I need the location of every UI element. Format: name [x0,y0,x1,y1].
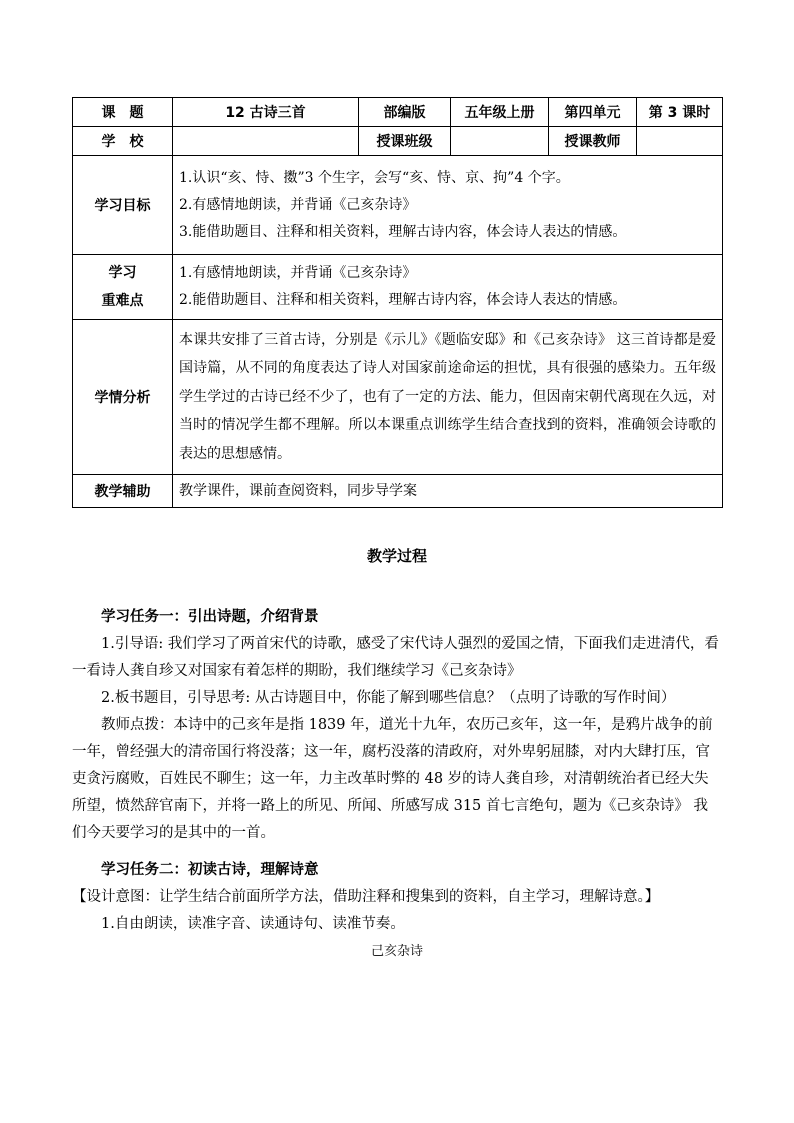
task2-design-intent: 【设计意图：让学生结合前面所学方法，借助注释和搜集到的资料，自主学习，理解诗意。】 [72,889,660,905]
key-points-label [73,255,173,320]
analysis-label: 学情分析 [73,320,173,475]
task2-paragraph-1: 1.自由朗读，读准字音、读通诗句、读准节奏。 [101,916,405,932]
table-row [73,475,723,508]
process-content [72,600,722,965]
aids-text: 教学课件，课前查阅资料，同步导学案 [173,475,723,508]
task2-title: 学习任务二：初读古诗，理解诗意 [101,862,319,878]
school-label: 学 校 [73,127,173,156]
process-title: 教学过程 [366,547,427,565]
grade: 五年级上册 [451,98,549,127]
key-point-item: 2.能借助题目、注释和相关资料，理解古诗内容，体会诗人表达的情感。 [179,292,627,308]
aids-label: 教学辅助 [73,475,173,508]
period: 第 3 课时 [637,98,723,127]
lesson-info-table [72,97,723,508]
class-value [451,127,549,156]
school-value [173,127,359,156]
lesson-title: 12 古诗三首 [173,98,359,127]
goal-item: 1.认识“亥、恃、擞”3 个生字，会写“亥、恃、京、拘”4 个字。 [179,169,570,186]
key-points-cell [173,255,723,320]
key-points-label-line2: 重难点 [101,293,144,309]
poem-title: 己亥杂诗 [370,944,423,959]
task1-title: 学习任务一：引出诗题，介绍背景 [101,609,319,625]
task1-paragraph-1: 1.引导语: 我们学习了两首宋代的诗歌，感受了宋代诗人强烈的爱国之情，下面我们走进清代，看一看诗人龚自珍又对国家有着怎样的期盼，我们继续学习《己亥杂诗》 [72,636,719,679]
task1-paragraph-2: 2.板书题目，引导思考: 从古诗题目中，你能了解到哪些信息？（点明了诗歌的写作时间） [101,690,676,706]
teacher-value [637,127,723,156]
key-points-label-line1: 学习 [108,265,137,281]
table-row [73,156,723,255]
task1-paragraph-3: 教师点拨：本诗中的己亥年是指 1839 年，道光十九年，农历己亥年，这一年，是鸦片战争的前一年，曾经强大的清帝国行将没落；这一年，腐朽没落的清政府，对外卑躬屈膝，对内大肆打压，官吏贪污腐败，百姓民不聊生；这一年，力主改革时弊的 48 岁的诗人龚自珍，对清朝统治者已经大失所望，愤然辞官南下，并将一路上的所见、所闻、所感写成 315 首七言绝句，题为《己亥杂诗》 我们今天要学习的是其中的一首。 [72,717,713,841]
table-row [73,98,723,127]
goals-label: 学习目标 [73,156,173,255]
table-row [73,255,723,320]
goal-item: 2.有感情地朗读，并背诵《己亥杂诗》 [179,196,417,213]
unit: 第四单元 [549,98,637,127]
teacher-label: 授课教师 [549,127,637,156]
class-label: 授课班级 [359,127,451,156]
table-row [73,320,723,475]
goal-item: 3.能借助题目、注释和相关资料，理解古诗内容，体会诗人表达的情感。 [179,223,627,240]
analysis-text: 本课共安排了三首古诗，分别是《示儿》《题临安邸》和《己亥杂诗》 这三首诗都是爱国诗篇，从不同的角度表达了诗人对国家前途命运的担忧，具有很强的感染力。五年级学生学过的古诗已经不少了，也有了一定的方法、能力，但因南宋朝代离现在久远，对当时的情况学生都不理解。所以本课重点训练学生结合查找到的资料，准确领会诗歌的表达的思想感情。 [173,320,723,475]
edition: 部编版 [359,98,451,127]
key-point-item: 1.有感情地朗读，并背诵《己亥杂诗》 [179,265,417,281]
table-row [73,127,723,156]
lesson-label: 课 题 [73,98,173,127]
goals-cell [173,156,723,255]
